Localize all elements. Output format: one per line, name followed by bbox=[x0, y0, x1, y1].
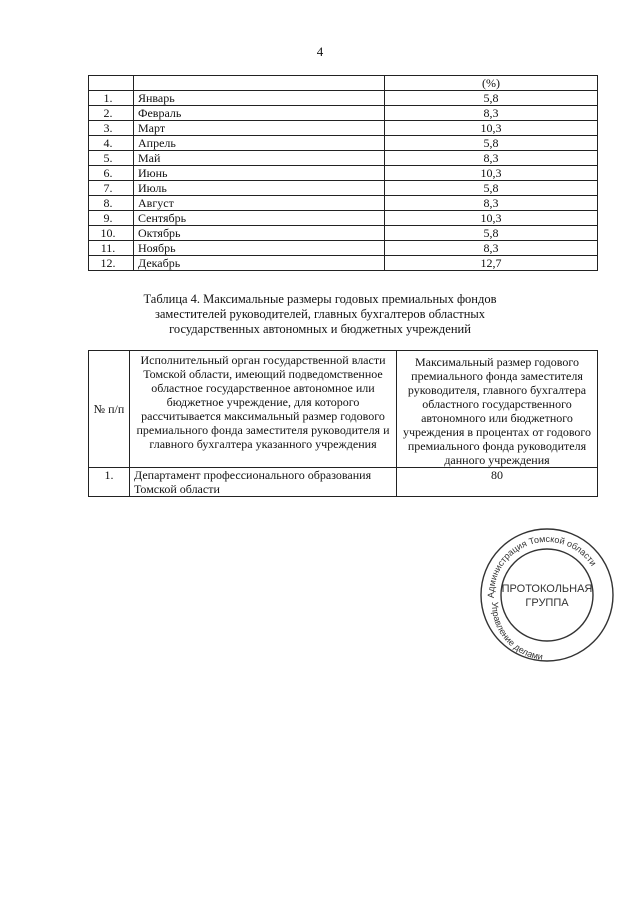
row-number-cell: 3. bbox=[89, 121, 134, 136]
month-cell: Апрель bbox=[134, 136, 385, 151]
row-number-cell: 7. bbox=[89, 181, 134, 196]
percent-value-cell: 10,3 bbox=[385, 121, 598, 136]
month-cell: Февраль bbox=[134, 106, 385, 121]
table-row bbox=[89, 91, 598, 106]
caption-line: Таблица 4. Максимальные размеры годовых премиальных фондов bbox=[143, 292, 497, 306]
caption-line: заместителей руководителей, главных бухгалтеров областных bbox=[154, 307, 486, 321]
table-row bbox=[89, 468, 598, 497]
header-org-cell: Исполнительный орган государственной власти Томской области, имеющий подведомственное областное государственное автономное или бюджетное учреждение, для которого рассчитывается максимальный размер годового премиального фонда заместителя руководителя и главного бухгалтера указанного учреждения bbox=[130, 351, 397, 468]
month-cell: Ноябрь bbox=[134, 241, 385, 256]
row-number-cell: 4. bbox=[89, 136, 134, 151]
header-num-cell: № п/п bbox=[89, 351, 130, 468]
row-number-cell: 5. bbox=[89, 151, 134, 166]
percent-value-cell: 8,3 bbox=[385, 196, 598, 211]
row-number-cell: 1. bbox=[89, 91, 134, 106]
percent-value-cell: 8,3 bbox=[385, 241, 598, 256]
row-number-cell: 2. bbox=[89, 106, 134, 121]
percent-value-cell: 8,3 bbox=[385, 106, 598, 121]
caption-line: государственных автономных и бюджетных учреждений bbox=[169, 322, 471, 336]
stamp-ring-top-text: Администрация Томской области bbox=[485, 533, 599, 599]
month-cell: Август bbox=[134, 196, 385, 211]
table-row bbox=[89, 136, 598, 151]
table-row bbox=[89, 211, 598, 226]
table-row bbox=[89, 196, 598, 211]
percent-value-cell: 10,3 bbox=[385, 211, 598, 226]
month-cell: Май bbox=[134, 151, 385, 166]
unit-header-cell: (%) bbox=[385, 76, 598, 91]
premium-fund-table bbox=[88, 350, 598, 497]
stamp-ring-bottom-text: Управление делами bbox=[489, 601, 544, 662]
month-cell: Сентябрь bbox=[134, 211, 385, 226]
monthly-percent-table bbox=[88, 75, 598, 271]
table-header-row bbox=[89, 76, 598, 91]
stamp-inner-ring bbox=[501, 549, 593, 641]
row-number-cell: 9. bbox=[89, 211, 134, 226]
row-number-cell: 11. bbox=[89, 241, 134, 256]
month-cell: Июль bbox=[134, 181, 385, 196]
month-cell: Март bbox=[134, 121, 385, 136]
table-header-row bbox=[89, 351, 598, 468]
row-number-cell: 8. bbox=[89, 196, 134, 211]
org-cell: Департамент профессионального образования Томской области bbox=[130, 468, 397, 497]
month-cell: Январь bbox=[134, 91, 385, 106]
month-cell: Декабрь bbox=[134, 256, 385, 271]
percent-value-cell: 10,3 bbox=[385, 166, 598, 181]
percent-value-cell: 5,8 bbox=[385, 136, 598, 151]
official-stamp bbox=[472, 520, 622, 670]
stamp-seal-icon bbox=[472, 520, 622, 670]
table-row bbox=[89, 181, 598, 196]
header-cell-empty bbox=[134, 76, 385, 91]
table-row bbox=[89, 241, 598, 256]
row-number-cell: 12. bbox=[89, 256, 134, 271]
percent-value-cell: 80 bbox=[397, 468, 598, 497]
row-number-cell: 10. bbox=[89, 226, 134, 241]
table-row bbox=[89, 151, 598, 166]
stamp-center-line2: ГРУППА bbox=[525, 597, 569, 609]
table-row bbox=[89, 166, 598, 181]
month-cell: Октябрь bbox=[134, 226, 385, 241]
percent-value-cell: 5,8 bbox=[385, 91, 598, 106]
percent-value-cell: 8,3 bbox=[385, 151, 598, 166]
table-row bbox=[89, 256, 598, 271]
table4-caption bbox=[90, 292, 550, 337]
row-number-cell: 6. bbox=[89, 166, 134, 181]
page-number: 4 bbox=[316, 44, 324, 59]
header-max-cell: Максимальный размер годового премиального фонда заместителя руководителя, главного бухгалтера областного государственного автономного или бюджетного учреждения в процентах от годового премиального фонда руководителя данного учреждения bbox=[397, 351, 598, 468]
percent-value-cell: 5,8 bbox=[385, 226, 598, 241]
percent-value-cell: 5,8 bbox=[385, 181, 598, 196]
table-row bbox=[89, 106, 598, 121]
stamp-center-line1: ПРОТОКОЛЬНАЯ bbox=[501, 583, 593, 595]
table-row bbox=[89, 121, 598, 136]
header-cell-empty bbox=[89, 76, 134, 91]
row-number-cell: 1. bbox=[89, 468, 130, 497]
month-cell: Июнь bbox=[134, 166, 385, 181]
table-row bbox=[89, 226, 598, 241]
percent-value-cell: 12,7 bbox=[385, 256, 598, 271]
